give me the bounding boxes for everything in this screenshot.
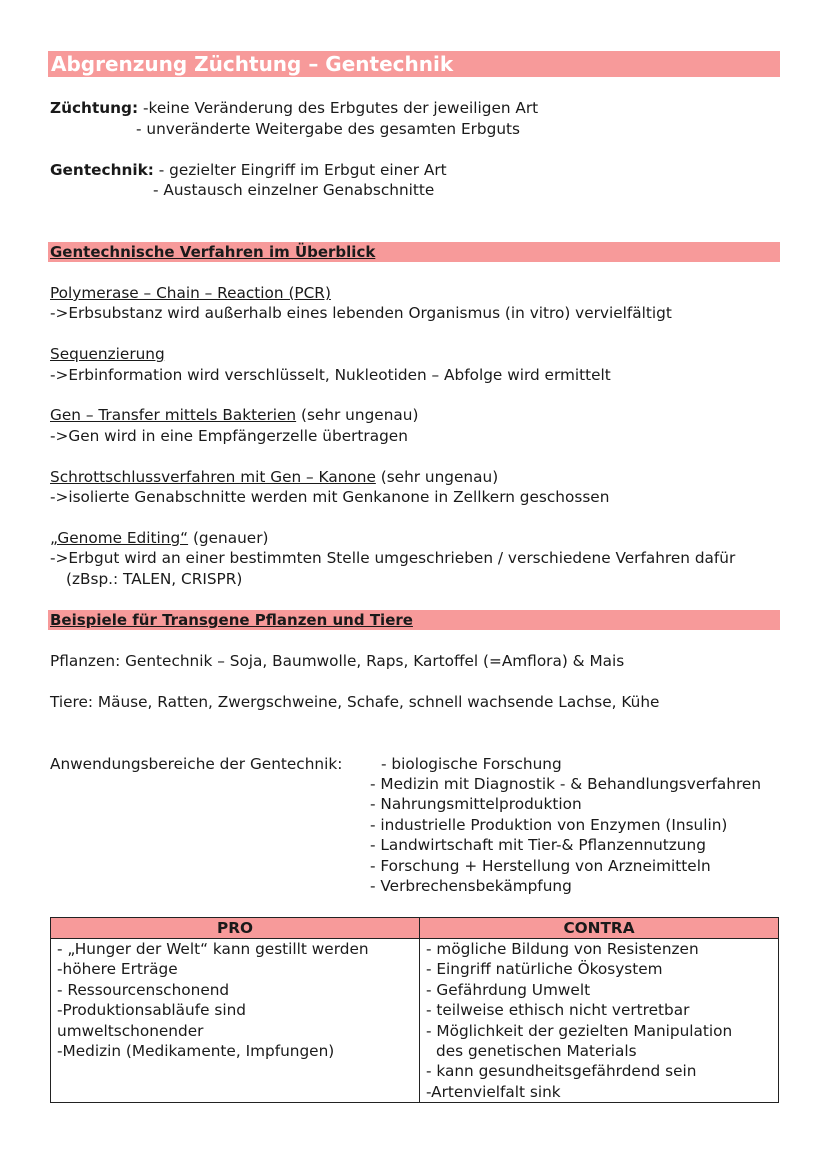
verfahren-item-pcr	[50, 283, 331, 303]
pro-item: - Ressourcenschonend	[57, 980, 230, 999]
anwendung-item: - Verbrechensbekämpfung	[370, 877, 572, 895]
verfahren-name: Sequenzierung	[50, 345, 165, 363]
section-title-verfahren: Gentechnische Verfahren im Überblick	[48, 242, 780, 262]
pro-cell	[51, 939, 420, 1103]
pro-item: -höhere Erträge	[57, 960, 178, 979]
zuechtung-text-1: -keine Veränderung des Erbgutes der jeweiligen Art	[142, 99, 539, 117]
section-title-beispiele: Beispiele für Transgene Pflanzen und Tiere	[48, 610, 780, 630]
verfahren-note: (genauer)	[188, 529, 269, 547]
pro-header: PRO	[51, 918, 420, 939]
verfahren-item-gen-transfer	[50, 405, 418, 425]
table-row	[51, 939, 779, 1103]
gentechnik-label: Gentechnik:	[50, 161, 154, 179]
contra-item: - Gefährdung Umwelt	[426, 980, 591, 999]
verfahren-note: (sehr ungenau)	[375, 468, 499, 486]
verfahren-item-schrottschuss	[50, 467, 498, 487]
contra-item: - kann gesundheitsgefährdend sein	[426, 1062, 697, 1081]
anwendung-label: Anwendungsbereiche der Gentechnik:	[50, 755, 343, 773]
zuechtung-line-1	[50, 98, 538, 118]
verfahren-desc: ->Gen wird in eine Empfängerzelle übertragen	[50, 427, 408, 445]
anwendung-item: - Forschung + Herstellung von Arzneimitteln	[370, 857, 711, 875]
gentechnik-text-2: - Austausch einzelner Genabschnitte	[153, 181, 435, 199]
verfahren-item-genome-editing	[50, 528, 268, 548]
zuechtung-label: Züchtung:	[50, 99, 139, 117]
verfahren-desc: ->isolierte Genabschnitte werden mit Genkanone in Zellkern geschossen	[50, 488, 610, 506]
contra-item: - Eingriff natürliche Ökosystem	[426, 960, 663, 979]
contra-header: CONTRA	[420, 918, 779, 939]
contra-cell	[420, 939, 779, 1103]
contra-item: - Möglichkeit der gezielten Manipulation	[426, 1021, 733, 1040]
verfahren-item-sequenzierung	[50, 344, 165, 364]
verfahren-name: Schrottschlussverfahren mit Gen – Kanone	[50, 468, 376, 486]
contra-item: -Artenvielfalt sink	[426, 1082, 561, 1101]
pro-item: -Medizin (Medikamente, Impfungen)	[57, 1042, 335, 1061]
anwendung-item: - industrielle Produktion von Enzymen (Insulin)	[370, 816, 728, 834]
contra-item: des genetischen Materials	[436, 1042, 637, 1061]
beispiele-pflanzen: Pflanzen: Gentechnik – Soja, Baumwolle, Raps, Kartoffel (=Amflora) & Mais	[50, 652, 625, 670]
verfahren-name: Polymerase – Chain – Reaction (PCR)	[50, 284, 331, 302]
anwendung-item: - Medizin mit Diagnostik - & Behandlungsverfahren	[370, 775, 762, 793]
pro-item: umweltschonender	[57, 1021, 204, 1040]
anwendung-item: - biologische Forschung	[381, 755, 562, 773]
verfahren-desc: ->Erbsubstanz wird außerhalb eines lebenden Organismus (in vitro) vervielfältigt	[50, 304, 672, 322]
anwendung-item: - Nahrungsmittelproduktion	[370, 795, 582, 813]
gentechnik-line-1	[50, 160, 447, 180]
verfahren-desc: ->Erbinformation wird verschlüsselt, Nukleotiden – Abfolge wird ermittelt	[50, 366, 611, 384]
verfahren-note: (sehr ungenau)	[296, 406, 419, 424]
gentechnik-text-1: - gezielter Eingriff im Erbgut einer Art	[158, 161, 447, 179]
page-title: Abgrenzung Züchtung – Gentechnik	[48, 51, 780, 77]
contra-item: - teilweise ethisch nicht vertretbar	[426, 1001, 690, 1020]
contra-item: - mögliche Bildung von Resistenzen	[426, 940, 699, 958]
table-header-row	[51, 918, 779, 939]
verfahren-name: „Genome Editing“	[50, 529, 189, 547]
pro-contra-table	[50, 917, 779, 1103]
zuechtung-text-2: - unveränderte Weitergabe des gesamten Erbguts	[136, 120, 520, 138]
verfahren-desc-2: (zBsp.: TALEN, CRISPR)	[66, 570, 243, 588]
anwendung-item: - Landwirtschaft mit Tier-& Pflanzennutzung	[370, 836, 706, 854]
beispiele-tiere: Tiere: Mäuse, Ratten, Zwergschweine, Schafe, schnell wachsende Lachse, Kühe	[50, 693, 660, 711]
verfahren-name: Gen – Transfer mittels Bakterien	[50, 406, 297, 424]
pro-item: - „Hunger der Welt“ kann gestillt werden	[57, 940, 369, 958]
verfahren-desc: ->Erbgut wird an einer bestimmten Stelle umgeschrieben / verschiedene Verfahren dafür	[50, 549, 736, 567]
pro-item: -Produktionsabläufe sind	[57, 1001, 247, 1020]
